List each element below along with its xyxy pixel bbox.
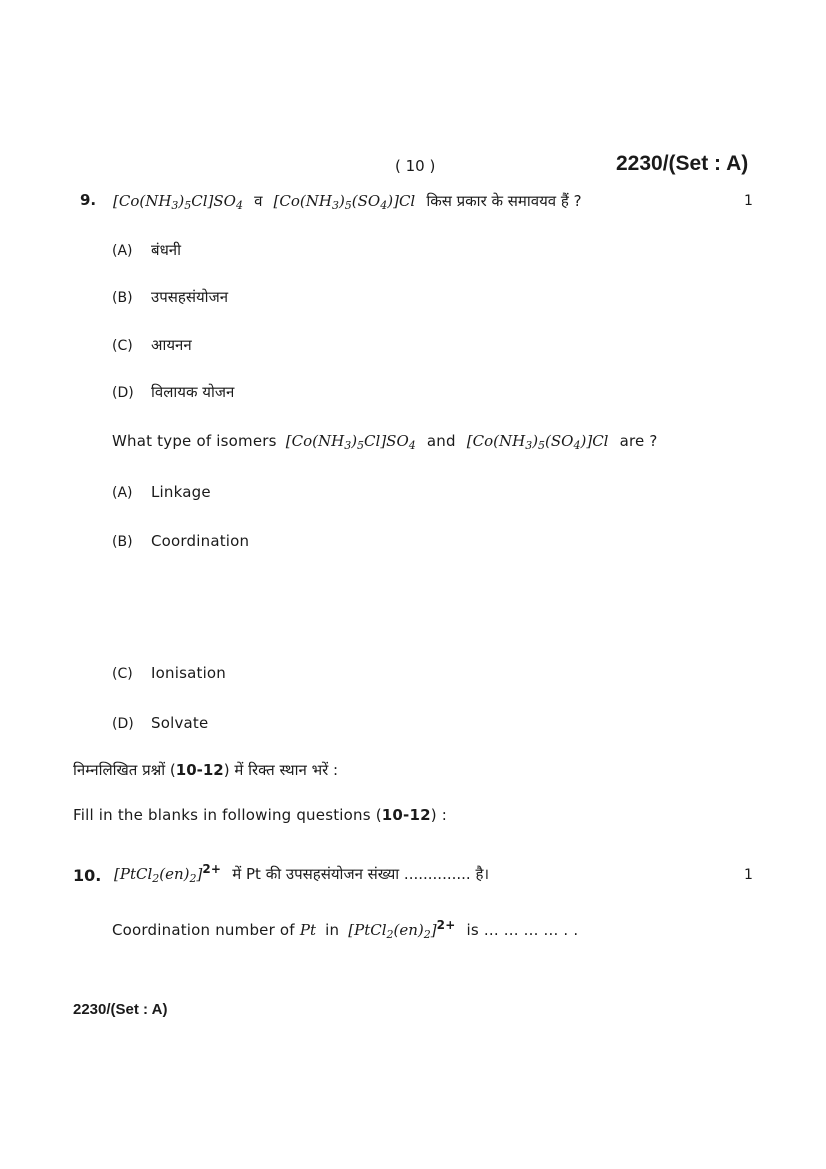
- footer-set-code: 2230/(Set : A): [73, 1001, 168, 1018]
- instructions-hindi: [73, 760, 338, 780]
- set-code-header: 2230/(Set : A): [616, 152, 749, 175]
- q9-en-prefix: What type of isomers: [112, 432, 277, 450]
- question-9-marks: 1: [744, 193, 753, 209]
- q9-en-option-c: [112, 663, 226, 682]
- question-10-hindi: [114, 864, 489, 884]
- instr-hi-pre: निम्नलिखित प्रश्नों (: [73, 761, 176, 779]
- option-letter: (A): [112, 243, 133, 259]
- question-9-number: 9.: [80, 191, 97, 209]
- q9-hi-option-b: [112, 287, 228, 307]
- q10-en-in: in: [325, 921, 340, 939]
- question-10-marks: 1: [744, 867, 753, 883]
- q9-en-formula-1: $[Co(NH_3)_5Cl]SO_4$: [285, 432, 416, 452]
- q9-hi-conj: व: [254, 192, 263, 210]
- q9-en-suffix: are ?: [619, 432, 658, 450]
- option-text: बंधनी: [151, 241, 182, 259]
- q9-en-option-b: [112, 531, 249, 550]
- q10-en-charge: 2+: [436, 918, 456, 932]
- q10-en-is: is ... ... ... ... . .: [466, 921, 579, 939]
- q10-en-prefix: Coordination number of: [112, 921, 295, 939]
- q9-hi-question: किस प्रकार के समावयव हैं ?: [426, 192, 582, 210]
- instr-en-post: ) :: [430, 806, 448, 824]
- instr-hi-post: ) में रिक्त स्थान भरें :: [223, 761, 339, 779]
- q9-hi-option-c: [112, 335, 192, 355]
- question-9-hindi: [113, 191, 582, 211]
- instr-en-pre: Fill in the blanks in following questions (: [73, 806, 382, 824]
- question-10-english: [112, 920, 578, 939]
- q9-formula-2: $[Co(NH_3)_5(SO_4)]Cl$: [273, 192, 416, 212]
- option-text: विलायक योजन: [151, 383, 235, 401]
- q9-en-and: and: [426, 432, 456, 450]
- option-text: उपसहसंयोजन: [151, 288, 229, 306]
- q10-hi-text: में Pt की उपसहसंयोजन संख्या .............. है।: [232, 865, 490, 883]
- page-number: ( 10 ): [395, 157, 436, 175]
- option-letter: (B): [112, 290, 133, 306]
- q9-en-formula-2: $[Co(NH_3)_5(SO_4)]Cl$: [466, 432, 609, 452]
- instr-range: 10-12: [175, 761, 224, 779]
- option-letter: (C): [112, 666, 133, 682]
- option-letter: (A): [112, 485, 133, 501]
- instructions-english: [73, 806, 447, 824]
- option-letter: (D): [112, 385, 134, 401]
- option-text: Solvate: [151, 714, 209, 732]
- q9-hi-option-d: [112, 382, 234, 402]
- option-letter: (D): [112, 716, 134, 732]
- instr-range-en: 10-12: [381, 806, 431, 824]
- option-text: Linkage: [151, 483, 211, 501]
- option-text: Ionisation: [151, 664, 227, 682]
- q10-formula: $[PtCl_2(en)_2]$: [114, 865, 203, 885]
- q10-en-formula: $[PtCl_2(en)_2]$: [348, 921, 437, 941]
- q10-charge: 2+: [202, 862, 222, 876]
- q10-en-pt: Pt: [299, 921, 317, 939]
- q9-en-option-a: [112, 482, 211, 501]
- q9-hi-option-a: [112, 240, 181, 260]
- question-9-english: [112, 431, 658, 450]
- question-10-number: 10.: [73, 866, 102, 885]
- q9-formula-1: $[Co(NH_3)_5Cl]SO_4$: [113, 192, 243, 212]
- option-text: Coordination: [151, 532, 250, 550]
- option-letter: (C): [112, 338, 133, 354]
- option-text: आयनन: [151, 336, 192, 354]
- q9-en-option-d: [112, 713, 208, 732]
- option-letter: (B): [112, 534, 133, 550]
